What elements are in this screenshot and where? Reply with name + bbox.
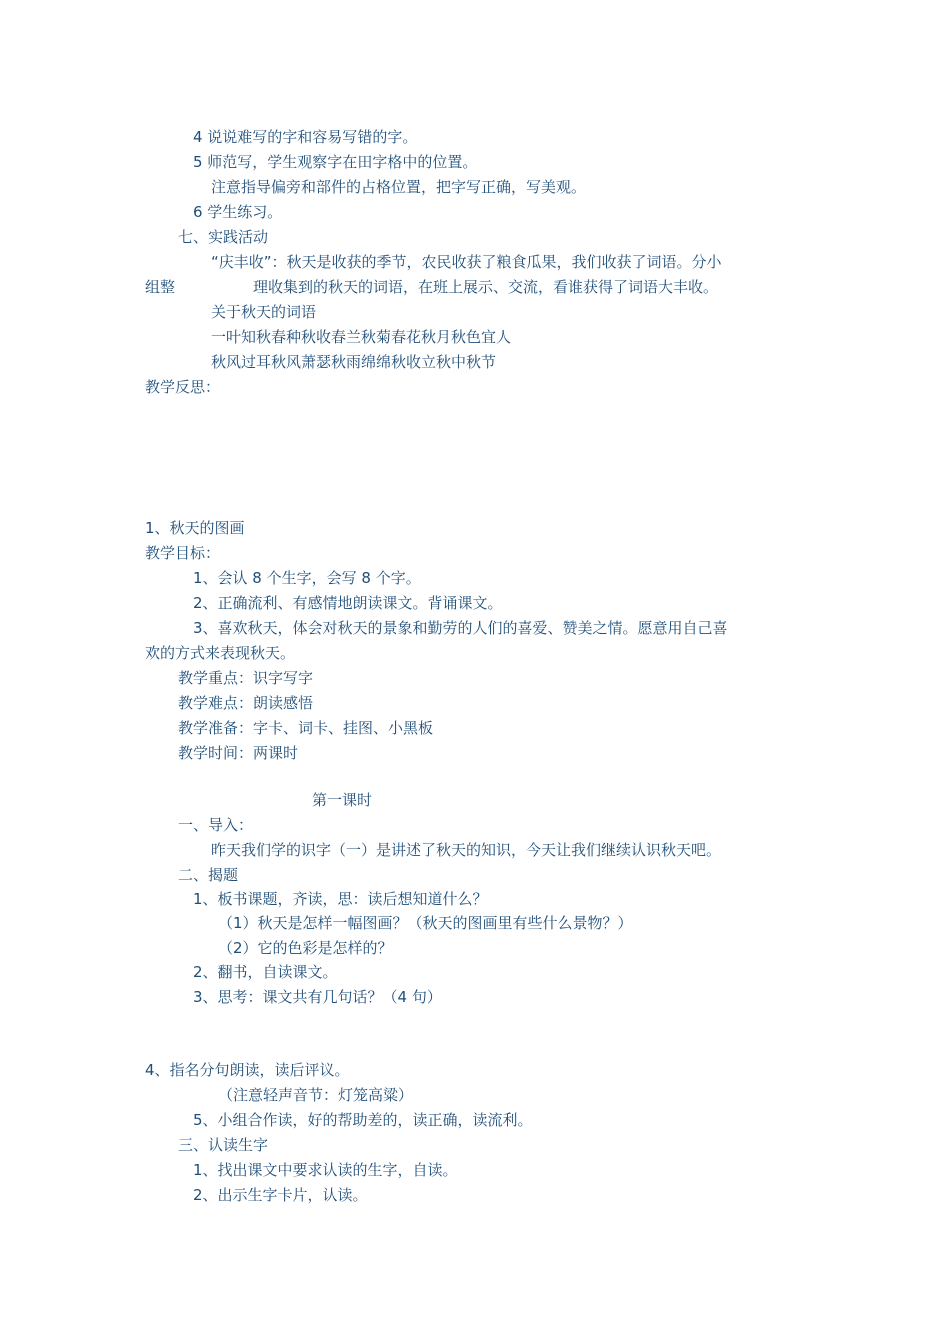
preparation: 教学准备：字卡、词卡、挂图、小黑板 (178, 719, 434, 737)
objective-2: 2、正确流利、有感情地朗读课文。背诵课文。 (193, 594, 503, 612)
section-7-heading: 七、实践活动 (178, 228, 269, 246)
activity-line-1: “庆丰收”：秋天是收获的季节，农民收获了粮食瓜果，我们收获了词语。分小 (211, 253, 722, 271)
part-3-item-1: 1、找出课文中要求认读的生字，自读。 (193, 1161, 458, 1179)
autumn-words-row-1: 一叶知秋春种秋收春兰秋菊春花秋月秋色宜人 (211, 328, 512, 346)
key-point: 教学重点：识字写字 (178, 669, 314, 687)
part-2-item-5: 5、小组合作读，好的帮助差的，读正确，读流利。 (193, 1111, 533, 1129)
part-2-item-4-note: （注意轻声音节：灯笼高粱） (218, 1086, 414, 1104)
step-5-note: 注意指导偏旁和部件的占格位置，把字写正确，写美观。 (211, 178, 587, 196)
part-2-item-3: 3、思考：课文共有几句话？（4 句） (193, 988, 442, 1006)
teaching-reflection-label: 教学反思： (145, 378, 221, 396)
part-3-heading: 三、认读生字 (178, 1136, 269, 1154)
objectives-heading: 教学目标： (145, 544, 221, 562)
part-2-question-2: （2）它的色彩是怎样的？ (218, 939, 393, 957)
step-6: 6 学生练习。 (193, 203, 283, 221)
objective-3-line-1: 3、喜欢秋天，体会对秋天的景象和勤劳的人们的喜爱、赞美之情。愿意用自己喜 (193, 619, 728, 637)
part-1-heading: 一、导入： (178, 816, 254, 834)
part-2-item-2: 2、翻书，自读课文。 (193, 963, 338, 981)
activity-line-2-rest: 理收集到的秋天的词语，在班上展示、交流，看谁获得了词语大丰收。 (253, 278, 719, 296)
activity-line-2-start: 组整 (145, 278, 176, 296)
difficulty: 教学难点：朗读感悟 (178, 694, 314, 712)
part-1-text: 昨天我们学的识字（一）是讲述了秋天的知识，今天让我们继续认识秋天吧。 (211, 841, 722, 859)
autumn-words-heading: 关于秋天的词语 (211, 303, 317, 321)
objective-1: 1、会认 8 个生字，会写 8 个字。 (193, 569, 421, 587)
lesson-title: 1、秋天的图画 (145, 519, 245, 537)
duration: 教学时间：两课时 (178, 744, 299, 762)
period-title: 第一课时 (312, 791, 373, 809)
part-3-item-2: 2、出示生字卡片，认读。 (193, 1186, 368, 1204)
objective-3-line-2: 欢的方式来表现秋天。 (145, 644, 296, 662)
part-2-item-1: 1、板书课题，齐读，思：读后想知道什么？ (193, 890, 488, 908)
part-2-question-1: （1）秋天是怎样一幅图画？（秋天的图画里有些什么景物？） (218, 914, 633, 932)
autumn-words-row-2: 秋风过耳秋风萧瑟秋雨绵绵秋收立秋中秋节 (211, 353, 497, 371)
part-2-heading: 二、揭题 (178, 866, 239, 884)
part-2-item-4: 4、指名分句朗读，读后评议。 (145, 1061, 350, 1079)
step-5: 5 师范写，学生观察字在田字格中的位置。 (193, 153, 478, 171)
step-4: 4 说说难写的字和容易写错的字。 (193, 128, 418, 146)
